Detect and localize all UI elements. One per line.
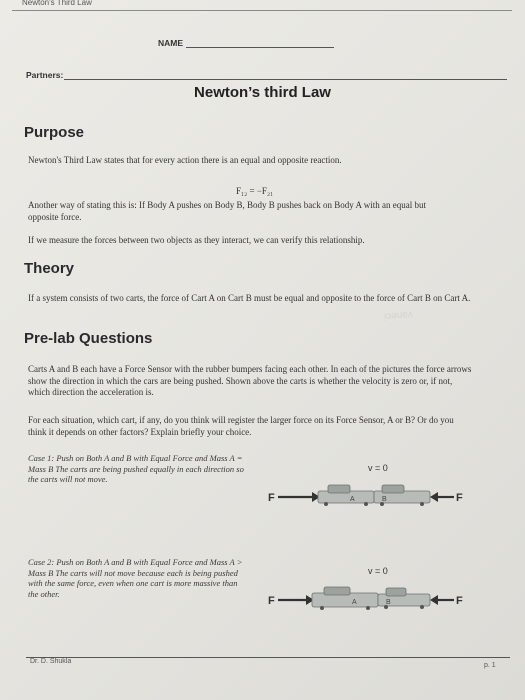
running-title: Newton's Third Law	[22, 0, 92, 7]
case-2-cart-diagram	[266, 585, 466, 620]
case-1-force-right: F	[456, 492, 463, 504]
footer-author: Dr. D. Shukla	[30, 658, 72, 665]
prelab-paragraph-1: Carts A and B each have a Force Sensor with the rubber bumpers facing each other. In each of the pictures the force arrows show the direction in which the cars are being pushed. Shown above the carts is whether the velocity is zero or, if not, which direction the acceleration is.	[28, 364, 472, 397]
case-2-force-left: F	[268, 595, 275, 607]
case-2-force-right: F	[456, 595, 463, 607]
purpose-paragraph-2: Another way of stating this is: If Body A pushes on Body B, Body B pushes back on Body A with an equal but opposite force.	[28, 200, 426, 222]
partners-label: Partners:	[26, 70, 64, 80]
case-2-cart-b-label: B	[386, 599, 391, 606]
theory-heading: Theory	[24, 260, 75, 277]
case-2-text: Case 2: Push on Both A and B with Equal Force and Mass A > Mass B The carts will not move because each is being pushed with the same force, even when one cart is more massive than the other.	[28, 557, 243, 599]
case-1-cart-b-label: B	[382, 496, 387, 503]
footer-page-number: p. 1	[484, 662, 496, 669]
purpose-paragraph-3: If we measure the forces between two objects as they interact, we can verify this relationship.	[28, 235, 365, 245]
case-1-text: Case 1: Push on Both A and B with Equal Force and Mass A = Mass B The carts are being pushed equally in each direction so the carts will not move.	[28, 453, 244, 484]
case-2-velocity: v = 0	[368, 566, 388, 576]
prelab-paragraph-2: For each situation, which cart, if any, do you think will register the larger force on its Force Sensor, A or B? Or do you think it depends on other factors? Explain briefly your choice.	[28, 415, 454, 437]
theory-paragraph: If a system consists of two carts, the force of Cart A on Cart B must be equal and opposite to the force of Cart B on Cart A.	[28, 293, 471, 303]
name-field-line[interactable]	[186, 47, 334, 48]
name-label: NAME	[158, 38, 184, 48]
footer-rule	[26, 657, 510, 658]
page-title: Newton’s third Law	[194, 84, 331, 101]
case-2-cart-a-label: A	[352, 599, 357, 606]
purpose-heading: Purpose	[24, 124, 85, 141]
bleed-through-text: ᴉɔǝuɐʌ	[383, 309, 414, 322]
case-1-velocity: v = 0	[368, 463, 388, 473]
purpose-paragraph-1: Newton's Third Law states that for every action there is an equal and opposite reaction.	[28, 155, 342, 165]
partners-field-line[interactable]	[64, 79, 507, 80]
case-1-cart-a-label: A	[350, 496, 355, 503]
case-1-cart-diagram	[266, 482, 466, 517]
header-rule	[12, 10, 512, 11]
case-1-force-left: F	[268, 492, 275, 504]
prelab-heading: Pre-lab Questions	[24, 330, 153, 347]
third-law-formula: F₁₂ = −F₂₁	[236, 186, 274, 196]
